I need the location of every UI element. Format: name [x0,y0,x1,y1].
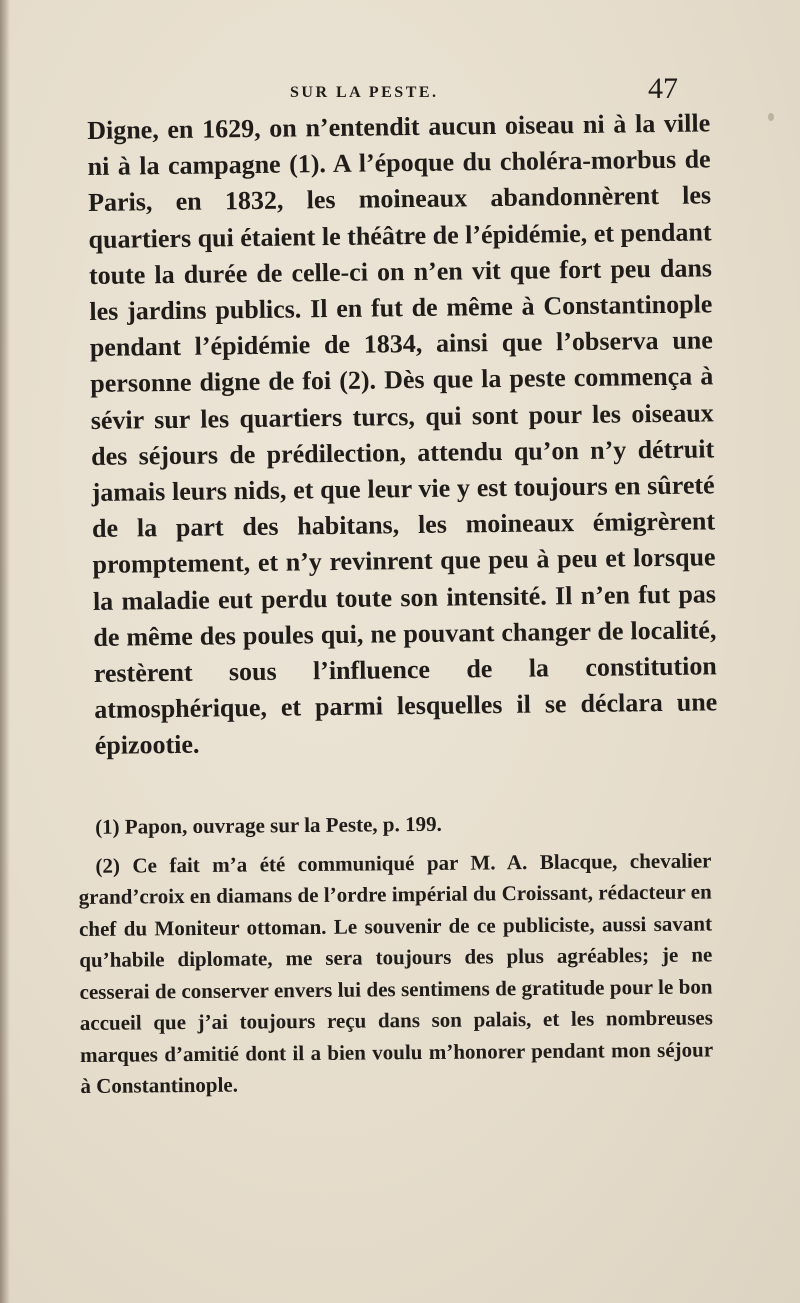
footnote-2: (2) Ce fait m’a été communiqué par M. A. Blacque, chevalier grand’croix en diamans de l’ordre impérial du Croissant, rédacteur en chef du Moniteur ottoman. Le souvenir de ce publiciste, aussi savant qu’habile diplomate, me sera toujours des plus agréables; je ne cesserai de conserver envers lui des sentimens de gratitude pour le bon accueil que j’ai toujours reçu dans son palais, et les nombreuses marques d’amitié dont il a bien voulu m’honorer pendant mon séjour à Constantinople. [78,847,714,1098]
main-paragraph: Digne, en 1629, on n’entendit aucun oiseau ni à la ville ni à la campagne (1). A l’époque du choléra-morbus de Paris, en 1832, les moineaux abandonnèrent les quartiers qui étaient le théâtre de l’épidémie, et pendant toute la durée de celle-ci on n’en vit que fort peu dans les jardins publics. Il en fut de même à Constantinople pendant l’épidémie de 1834, ainsi que l’observa une personne digne de foi (2). Dès que la peste commença à sévir sur les quartiers turcs, qui sont pour les oiseaux des séjours de prédilection, attendu qu’on n’y détruit jamais leurs nids, et que leur vie y est toujours en sûreté de la part des habitans, les moineaux émigrèrent promptement, et n’y revinrent que peu à peu et lorsque la maladie eut perdu toute son intensité. Il n’en fut pas de même des poules qui, ne pouvant changer de localité, restèrent sous l’influence de la constitution atmosphérique, et parmi lesquelles il se déclara une épizootie. [87,108,718,761]
footnotes [78,806,714,1109]
footnote-1: (1) Papon, ouvrage sur la Peste, p. 199. [95,811,442,839]
binding-gutter-shadow [0,0,10,1303]
paper-stain [768,113,774,121]
page-number: 47 [648,72,678,105]
running-head: SUR LA PESTE. [290,84,439,101]
